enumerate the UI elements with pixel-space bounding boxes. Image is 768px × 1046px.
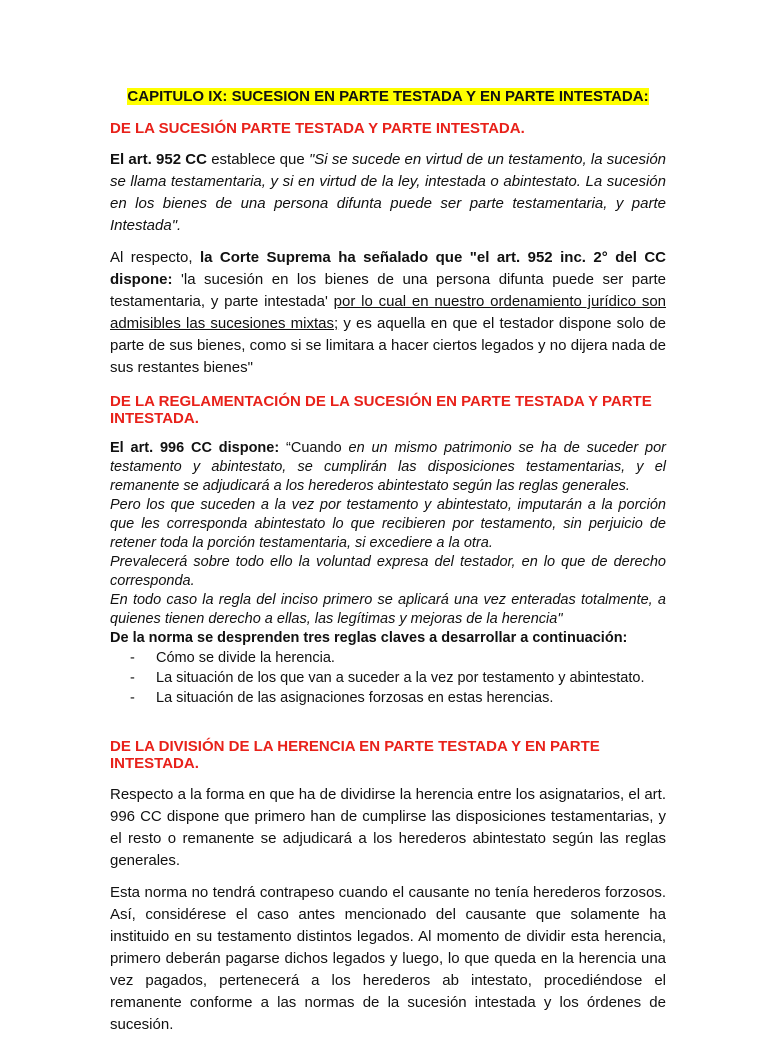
- rules-lead: De la norma se desprenden tres reglas claves a desarrollar a continuación:: [110, 630, 628, 646]
- art-996-quote-1: [110, 439, 666, 496]
- text: “Cuando: [279, 440, 349, 456]
- paragraph-contrapeso: Esta norma no tendrá contrapeso cuando el causante no tenía herederos forzosos. Así, considérese el caso antes mencionado del causante que solamente ha instituido en su testamento distintos legados. Al momento de dividir esta herencia, primero deberán pagarse dichos legados y luego, lo que queda en la herencia una vez pagados, pertenecerá a los herederos ab intestato, procediéndose el remanente conforme a las normas de la sucesión intestada y los órdenes de sucesión.: [110, 884, 666, 1033]
- underlined-text: por lo cual en nuestro ordenamiento jurídico son admisibles las sucesiones mixtas;: [110, 293, 667, 332]
- text: Al respecto,: [110, 249, 200, 266]
- text: establece que: [206, 151, 309, 168]
- corte-suprema-ref: la Corte Suprema ha señalado que "el art. 952 inc. 2° del CC dispone:: [110, 249, 666, 288]
- text: y es aquella en que el testador dispone solo de parte de sus bienes, como si se limitara a hacer ciertos legados y no dijera nada de sus restantes bienes": [110, 315, 666, 376]
- chapter-title-text: CAPITULO IX: SUCESION EN PARTE TESTADA Y EN PARTE INTESTADA:: [127, 88, 649, 105]
- art-952-quote: "Si se sucede en virtud de un testamento, la sucesión se llama testamentaria, y si en virtud de la ley, intestada o abintestato. La sucesión en los bienes de una persona difunta puede ser parte testamentaria, y parte Intestada".: [110, 151, 666, 234]
- section-heading-1: DE LA SUCESIÓN PARTE TESTADA Y PARTE INTESTADA.: [110, 120, 525, 137]
- document-page: [110, 88, 666, 1046]
- paragraph-art-952: [110, 149, 666, 237]
- text: en un mismo patrimonio se ha de suceder por testamento y abintestato, se cumplirán las disposiciones testamentarias, y el remanente se adjudicará a los herederos abintestato según las reglas generales.: [110, 440, 666, 494]
- paragraph-corte-suprema: [110, 247, 666, 379]
- list-item: - Cómo se divide la herencia.: [110, 648, 666, 668]
- paragraph-division: Respecto a la forma en que ha de dividirse la herencia entre los asignatarios, el art. 996 CC dispone que primero han de cumplirse las disposiciones testamentarias, y el resto o remanente se adjudicará a los herederos abintestato según las reglas generales.: [110, 786, 666, 869]
- list-item: - La situación de las asignaciones forzosas en estas herencias.: [110, 688, 666, 708]
- section-heading-2: DE LA REGLAMENTACIÓN DE LA SUCESIÓN EN PARTE TESTADA Y PARTE INTESTADA.: [110, 393, 652, 427]
- art-996-quote-3: Prevalecerá sobre todo ello la voluntad expresa del testador, en lo que de derecho corresponda.: [110, 554, 666, 589]
- text: 'la sucesión en los bienes de una persona difunta puede ser parte testamentaria, y parte intestada': [110, 271, 666, 310]
- rules-list: [110, 648, 666, 708]
- art-996-quote-4: En todo caso la regla del inciso primero se aplicará una vez enteradas totalmente, a quienes tienen derecho a ellas, las legítimas y mejoras de la herencia": [110, 592, 666, 627]
- section-heading-3: DE LA DIVISIÓN DE LA HERENCIA EN PARTE TESTADA Y EN PARTE INTESTADA.: [110, 738, 600, 772]
- chapter-title: [110, 88, 666, 106]
- art-996-quote-2: Pero los que suceden a la vez por testamento y abintestato, imputarán a la porción que les corresponda abintestato lo que recibieren por testamento, sin perjuicio de retener toda la porción testamentaria, si excediere a la otra.: [110, 497, 666, 551]
- art-996-ref: El art. 996 CC dispone:: [110, 440, 280, 456]
- art-952-ref: El art. 952 CC: [110, 151, 207, 168]
- list-item: - La situación de los que van a suceder a la vez por testamento y abintestato.: [110, 668, 666, 688]
